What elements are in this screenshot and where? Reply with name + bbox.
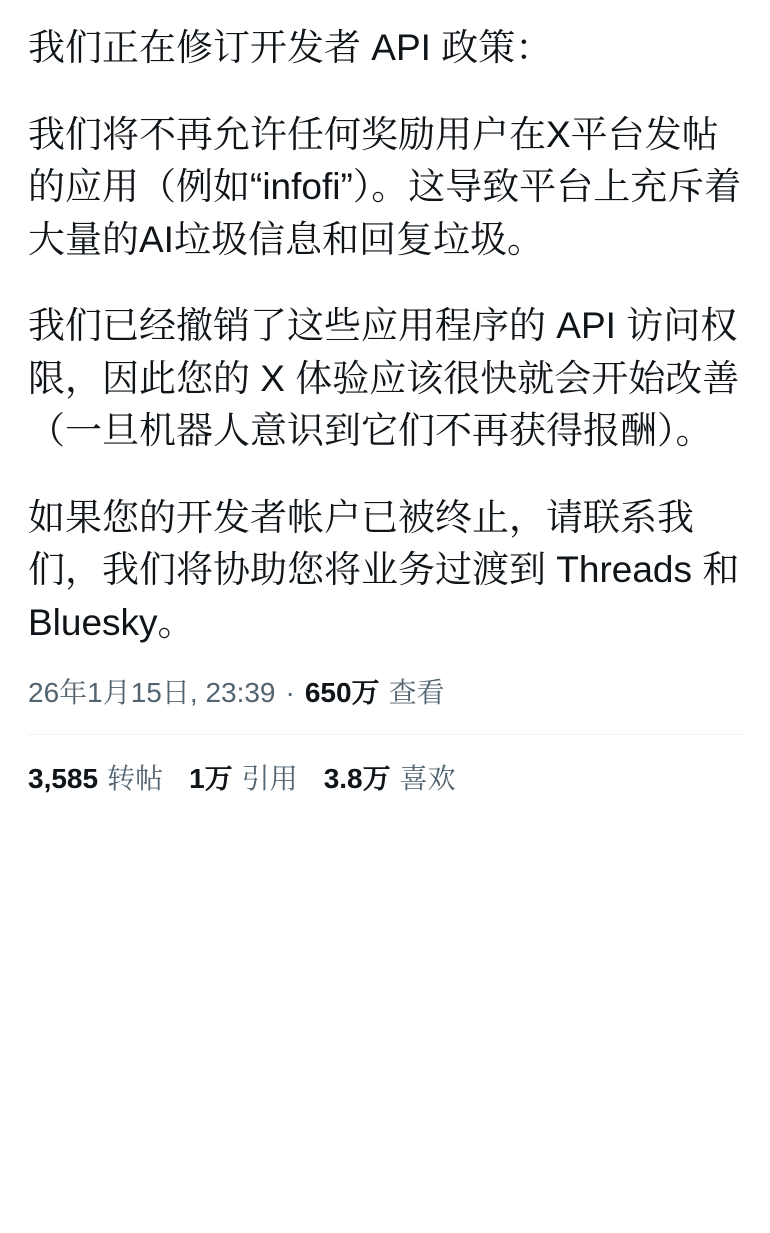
post-time: 23:39 <box>205 677 276 709</box>
post-paragraph: 我们已经撤销了这些应用程序的 API 访问权限，因此您的 X 体验应该很快就会开始改善（一旦机器人意识到它们不再获得报酬）。 <box>28 305 740 452</box>
post-paragraph: 如果您的开发者帐户已被终止，请联系我们，我们将协助您将业务过渡到 Threads 和 Bluesky。 <box>28 496 750 643</box>
quote-count: 1万 <box>189 762 233 794</box>
repost-count: 3,585 <box>28 762 99 794</box>
post-paragraph: 我们正在修订开发者 API 政策： <box>28 27 553 68</box>
view-count: 650万 <box>304 677 380 709</box>
meta-separator: · <box>285 677 295 709</box>
stat-likes[interactable] <box>324 761 456 797</box>
like-count: 3.8万 <box>323 762 391 794</box>
like-label: 喜欢 <box>399 762 456 794</box>
quote-label: 引用 <box>241 762 298 794</box>
post-text <box>28 22 750 649</box>
post-date-comma: , <box>189 677 206 709</box>
view-count-label: 查看 <box>388 677 445 709</box>
stat-reposts[interactable] <box>28 761 163 797</box>
post-stats <box>28 735 742 797</box>
repost-label: 转帖 <box>107 762 164 794</box>
post-paragraph: 我们将不再允许任何奖励用户在X平台发帖的应用（例如“infofi”）。这导致平台上充斥着大量的AI垃圾信息和回复垃圾。 <box>28 113 742 260</box>
post-date: 26年1月15日 <box>28 677 190 709</box>
post-metadata <box>28 675 742 711</box>
stat-quotes[interactable] <box>189 761 298 797</box>
